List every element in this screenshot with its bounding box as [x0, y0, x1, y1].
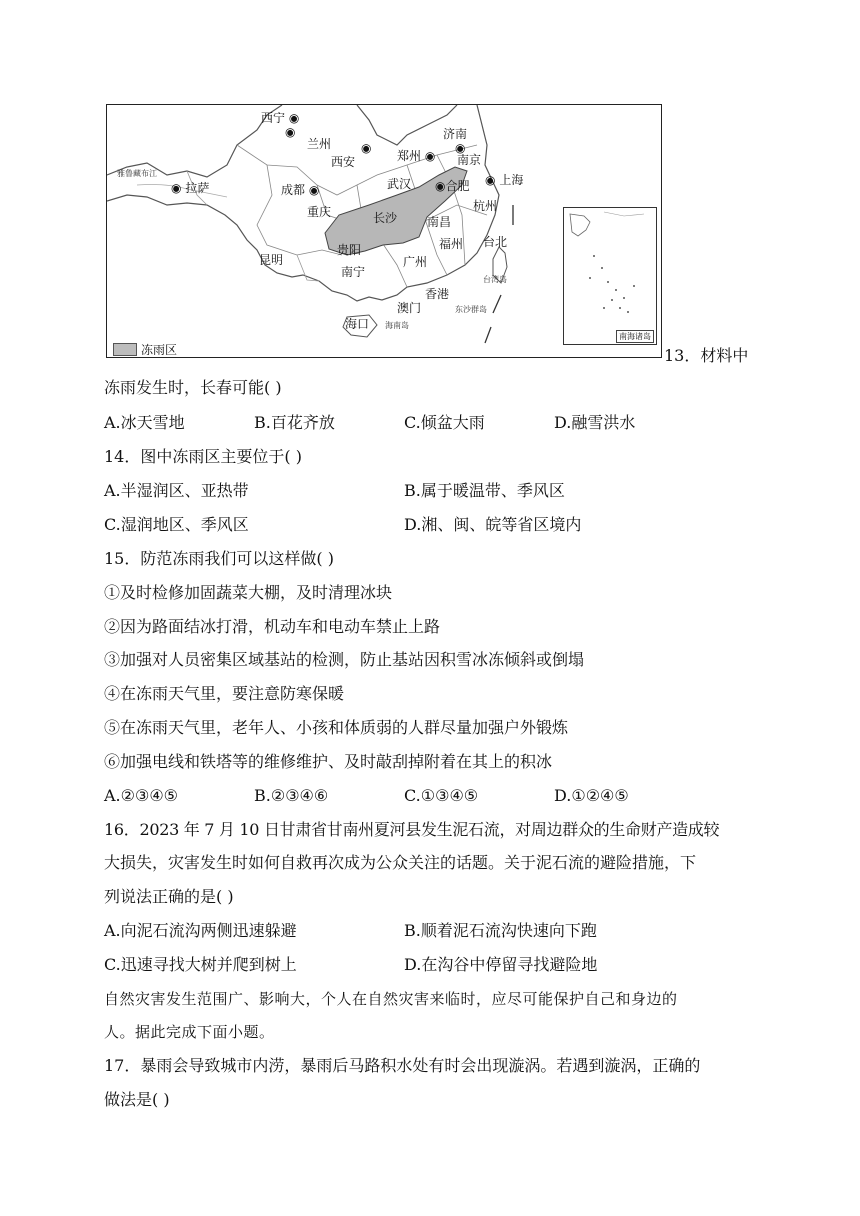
city-hefei: ◉合肥	[435, 179, 470, 193]
city-xian-dot	[361, 141, 371, 155]
city-changsha: 长沙	[373, 211, 398, 225]
q15-option-a[interactable]: A.②③④⑤	[104, 786, 179, 805]
city-taibei: 台北	[483, 235, 508, 249]
city-xining: 西宁 ◉	[261, 111, 300, 125]
q13-stem: 冻雨发生时，长春可能( )	[104, 378, 282, 397]
q15-item-5: ⑤在冻雨天气里，老年人、小孩和体质弱的人群尽量加强户外锻炼	[104, 718, 569, 737]
q16-option-c[interactable]: C.迅速寻找大树并爬到树上	[104, 955, 297, 974]
city-fuzhou: 福州	[439, 237, 464, 251]
q13-option-d[interactable]: D.融雪洪水	[554, 413, 636, 432]
q15-option-d[interactable]: D.①②④⑤	[554, 786, 629, 805]
inset-label: 南海诸岛	[616, 330, 654, 343]
city-dot-icon: ◉	[485, 173, 496, 187]
city-guangzhou: 广州	[403, 255, 428, 269]
hainan-label: 海南岛	[385, 321, 409, 330]
city-guiyang: 贵阳	[337, 243, 362, 257]
q15-item-1: ①及时检修加固蔬菜大棚，及时清理冰块	[104, 583, 393, 602]
q15-item-6: ⑥加强电线和铁塔等的维修维护、及时敲刮掉附着在其上的积冰	[104, 752, 553, 771]
city-nanjing: 南京	[457, 153, 482, 167]
q13-option-b[interactable]: B.百花齐放	[254, 413, 335, 432]
city-dot-icon: ◉	[285, 125, 296, 139]
material-line-2: 人。据此完成下面小题。	[104, 1023, 275, 1041]
city-lasa: ◉ 拉萨	[171, 181, 210, 195]
city-dot-icon: ◉	[308, 183, 320, 197]
q16-option-d[interactable]: D.在沟谷中停留寻找避险地	[404, 955, 598, 974]
q13-option-a[interactable]: A.冰天雪地	[104, 413, 185, 432]
q16-line-3: 列说法正确的是( )	[104, 887, 234, 906]
city-dot-icon: ◉	[171, 181, 182, 195]
city-nanning: 南宁	[341, 265, 366, 279]
freezing-rain-map	[106, 104, 662, 358]
city-shanghai: ◉ 上海	[485, 173, 524, 187]
city-chengdu: 成都 ◉	[281, 183, 320, 197]
city-aomen: 澳门	[397, 301, 422, 315]
city-dot-icon: ◉	[455, 141, 466, 155]
city-zhengzhou: 郑州 ◉	[397, 149, 436, 163]
legend-swatch	[113, 343, 137, 356]
q15-item-3: ③加强对人员密集区域基站的检测，防止基站因积雪冰冻倾斜或倒塌	[104, 650, 585, 669]
city-nanchang: 南昌	[427, 215, 452, 229]
city-wuhan: 武汉	[387, 177, 412, 191]
q14-option-d[interactable]: D.湘、闽、皖等省区境内	[404, 515, 582, 534]
q16-option-a[interactable]: A.向泥石流沟两侧迅速躲避	[104, 921, 297, 940]
city-dot-icon: ◉	[435, 179, 446, 193]
city-xianggang: 香港	[425, 287, 450, 301]
city-chongqing: 重庆	[307, 205, 332, 219]
q13-option-c[interactable]: C.倾盆大雨	[404, 413, 485, 432]
city-jinan: 济南	[443, 127, 468, 141]
city-dot-icon: ◉	[288, 111, 300, 125]
city-dot-icon: ◉	[424, 149, 436, 163]
city-lanzhou-label: 兰州	[307, 137, 332, 151]
q16-line-1: 16．2023 年 7 月 10 日甘肃省甘南州夏河县发生泥石流，对周边群众的生命财产造成较	[104, 820, 720, 839]
south-china-sea-inset	[563, 207, 657, 345]
q15-item-2: ②因为路面结冰打滑，机动车和电动车禁止上路	[104, 617, 441, 636]
legend-label: 冻雨区	[141, 343, 178, 357]
city-hangzhou: 杭州	[473, 199, 498, 213]
city-lanzhou	[285, 125, 295, 139]
dongsha-label: 东沙群岛	[455, 305, 487, 314]
q16-option-b[interactable]: B.顺着泥石流沟快速向下跑	[404, 921, 597, 940]
q13-lead: 13．材料中	[664, 346, 749, 365]
q14-option-a[interactable]: A.半湿润区、亚热带	[104, 481, 249, 500]
q16-line-2: 大损失，灾害发生时如何自救再次成为公众关注的话题。关于泥石流的避险措施，下	[104, 853, 697, 872]
city-dot-icon: ◉	[361, 141, 372, 155]
inset-outline	[564, 208, 658, 346]
taiwan-label: 台湾岛	[483, 275, 507, 284]
river-label: 雅鲁藏布江	[117, 169, 157, 178]
q17-line-2: 做法是( )	[104, 1090, 170, 1109]
city-xian: 西安	[331, 155, 356, 169]
city-haikou: 海口	[345, 317, 370, 331]
material-line-1: 自然灾害发生范围广、影响大，个人在自然灾害来临时，应尽可能保护自己和身边的	[104, 990, 678, 1008]
q15-option-b[interactable]: B.②③④⑥	[254, 786, 329, 805]
q15-item-4: ④在冻雨天气里，要注意防寒保暖	[104, 684, 345, 703]
q14-option-b[interactable]: B.属于暖温带、季风区	[404, 481, 565, 500]
city-kunming: 昆明	[259, 253, 284, 267]
q17-line-1: 17．暴雨会导致城市内涝，暴雨后马路积水处有时会出现漩涡。若遇到漩涡，正确的	[104, 1056, 701, 1075]
q15-option-c[interactable]: C.①③④⑤	[404, 786, 479, 805]
q14-option-c[interactable]: C.湿润地区、季风区	[104, 515, 249, 534]
q15-stem: 15．防范冻雨我们可以这样做( )	[104, 549, 334, 568]
q14-stem: 14．图中冻雨区主要位于( )	[104, 447, 302, 466]
